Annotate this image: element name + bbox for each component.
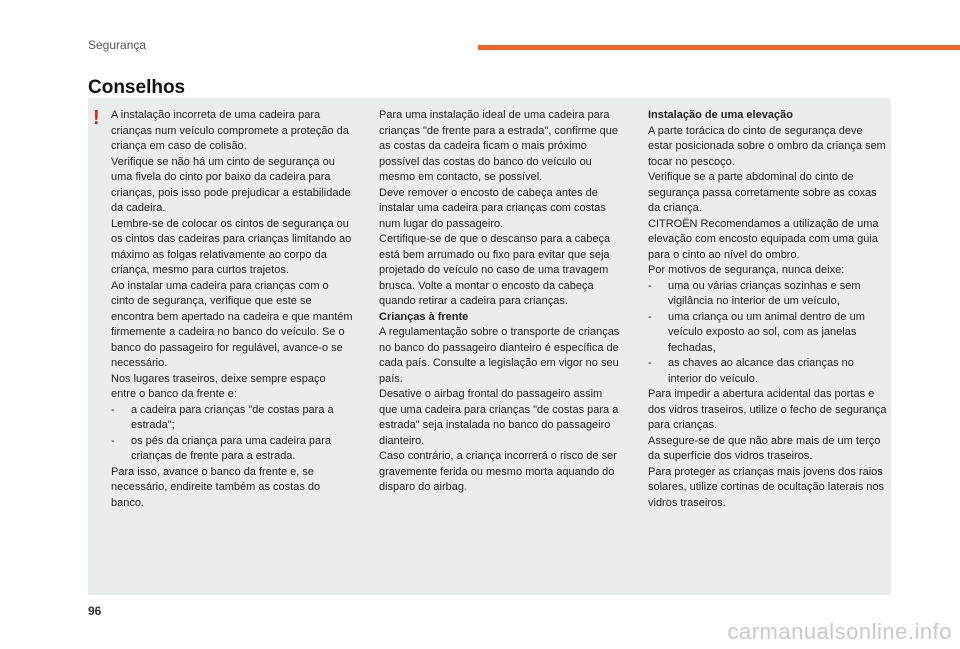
list-item-text: uma criança ou um animal dentro de um veículo exposto ao sol, com as janelas fechadas, <box>668 310 865 354</box>
list-item-text: uma ou várias crianças sozinhas e sem vigilância no interior de um veículo, <box>668 279 861 307</box>
paragraph: A regulamentação sobre o transporte de crianças no banco do passageiro dianteiro é específica de cada país. Consulte a legislação em vigor no seu país. <box>379 326 620 385</box>
paragraph: A parte torácica do cinto de segurança deve estar posicionada sobre o ombro da criança sem tocar no pescoço. <box>648 124 886 168</box>
subheading-booster: Instalação de uma elevação <box>648 109 793 121</box>
list-item-text: os pés da criança para uma cadeira para crianças de frente para a estrada. <box>131 434 331 462</box>
list-item <box>111 403 353 434</box>
paragraph: Por motivos de segurança, nunca deixe: <box>648 264 845 276</box>
list-item <box>111 434 353 465</box>
page-title: Conselhos <box>88 77 186 98</box>
paragraph: Para isso, avance o banco da frente e, se necessário, endireite também as costas do banco. <box>111 465 321 509</box>
list-item <box>648 279 890 310</box>
list-dash: - <box>648 310 652 323</box>
list-item-text: a cadeira para crianças "de costas para a estrada"; <box>131 403 334 431</box>
paragraph: Para impedir a abertura acidental das portas e dos vidros traseiros, utilize o fecho de segurança para crianças. <box>648 388 887 431</box>
paragraph: Assegure-se de que não abre mais de um terço da superfície dos vidros traseiros. <box>648 434 881 462</box>
section-label: Segurança <box>88 38 147 52</box>
list-item <box>648 310 890 357</box>
list-item-text: as chaves ao alcance das crianças no interior do veículo. <box>668 357 854 385</box>
paragraph: Lembre-se de colocar os cintos de segurança ou os cintos das cadeiras para crianças limitando ao máximo as folgas relativamente ao corpo da criança, mesmo para curtos trajetos. <box>111 217 352 276</box>
paragraph: CITROËN Recomendamos a utilização de uma elevação com encosto equipada com uma guia para o cinto ao nível do ombro. <box>648 217 879 261</box>
paragraph: Desative o airbag frontal do passageiro assim que uma cadeira para crianças "de costas para a estrada" seja instalada no banco do passageiro dianteiro. <box>379 388 619 447</box>
paragraph: Caso contrário, a criança incorrerá o risco de ser gravemente ferida ou mesmo morta aquando do disparo do airbag. <box>379 450 617 493</box>
list-dash: - <box>111 434 115 447</box>
paragraph: Para uma instalação ideal de uma cadeira para crianças "de frente para a estrada", confirme que as costas da cadeira ficam o mais próximo possível das costas do banco do veículo ou mesmo em contacto, se possível. <box>379 109 618 183</box>
column-1 <box>111 108 353 511</box>
paragraph: A instalação incorreta de uma cadeira para crianças num veículo compromete a proteção da criança em caso de colisão. <box>111 109 349 152</box>
paragraph: Certifique-se de que o descanso para a cabeça está bem arrumado ou fixo para evitar que seja projetado do veículo no caso de uma travagem brusca. Volte a montar o encosto da cabeça quando retirar a cadeira para crianças. <box>379 233 611 307</box>
column-2 <box>379 108 621 496</box>
subheading-children-front: Crianças à frente <box>379 310 469 323</box>
paragraph: Nos lugares traseiros, deixe sempre espaço entre o banco da frente e: <box>111 372 326 400</box>
list-item <box>648 356 890 387</box>
watermark: carmanualsonline.info <box>727 619 952 644</box>
paragraph: Para proteger as crianças mais jovens dos raios solares, utilize cortinas de ocultação laterais nos vidros traseiros. <box>648 465 885 509</box>
warning-icon: ! <box>93 107 100 129</box>
paragraph: Ao instalar uma cadeira para crianças com o cinto de segurança, verifique que este se encontra bem apertado na cadeira e que mantém firmemente a cadeira no banco do veículo. Se o banco do passageiro for regulável, avance-o se necessário. <box>111 279 353 369</box>
section-accent-bar <box>478 45 960 50</box>
page-number: 96 <box>88 604 102 618</box>
column-3 <box>648 108 890 511</box>
paragraph: Verifique se a parte abdominal do cinto de segurança passa corretamente sobre as coxas da criança. <box>648 171 877 214</box>
paragraph: Deve remover o encosto de cabeça antes de instalar uma cadeira para crianças com costas num lugar do passageiro. <box>379 186 606 230</box>
list-dash: - <box>648 279 652 292</box>
list-dash: - <box>648 357 652 369</box>
paragraph: Verifique se não há um cinto de segurança ou uma fivela do cinto por baixo da cadeira para crianças, pois isso pode prejudicar a estabilidade da cadeira. <box>111 155 351 214</box>
list-dash: - <box>111 403 115 416</box>
